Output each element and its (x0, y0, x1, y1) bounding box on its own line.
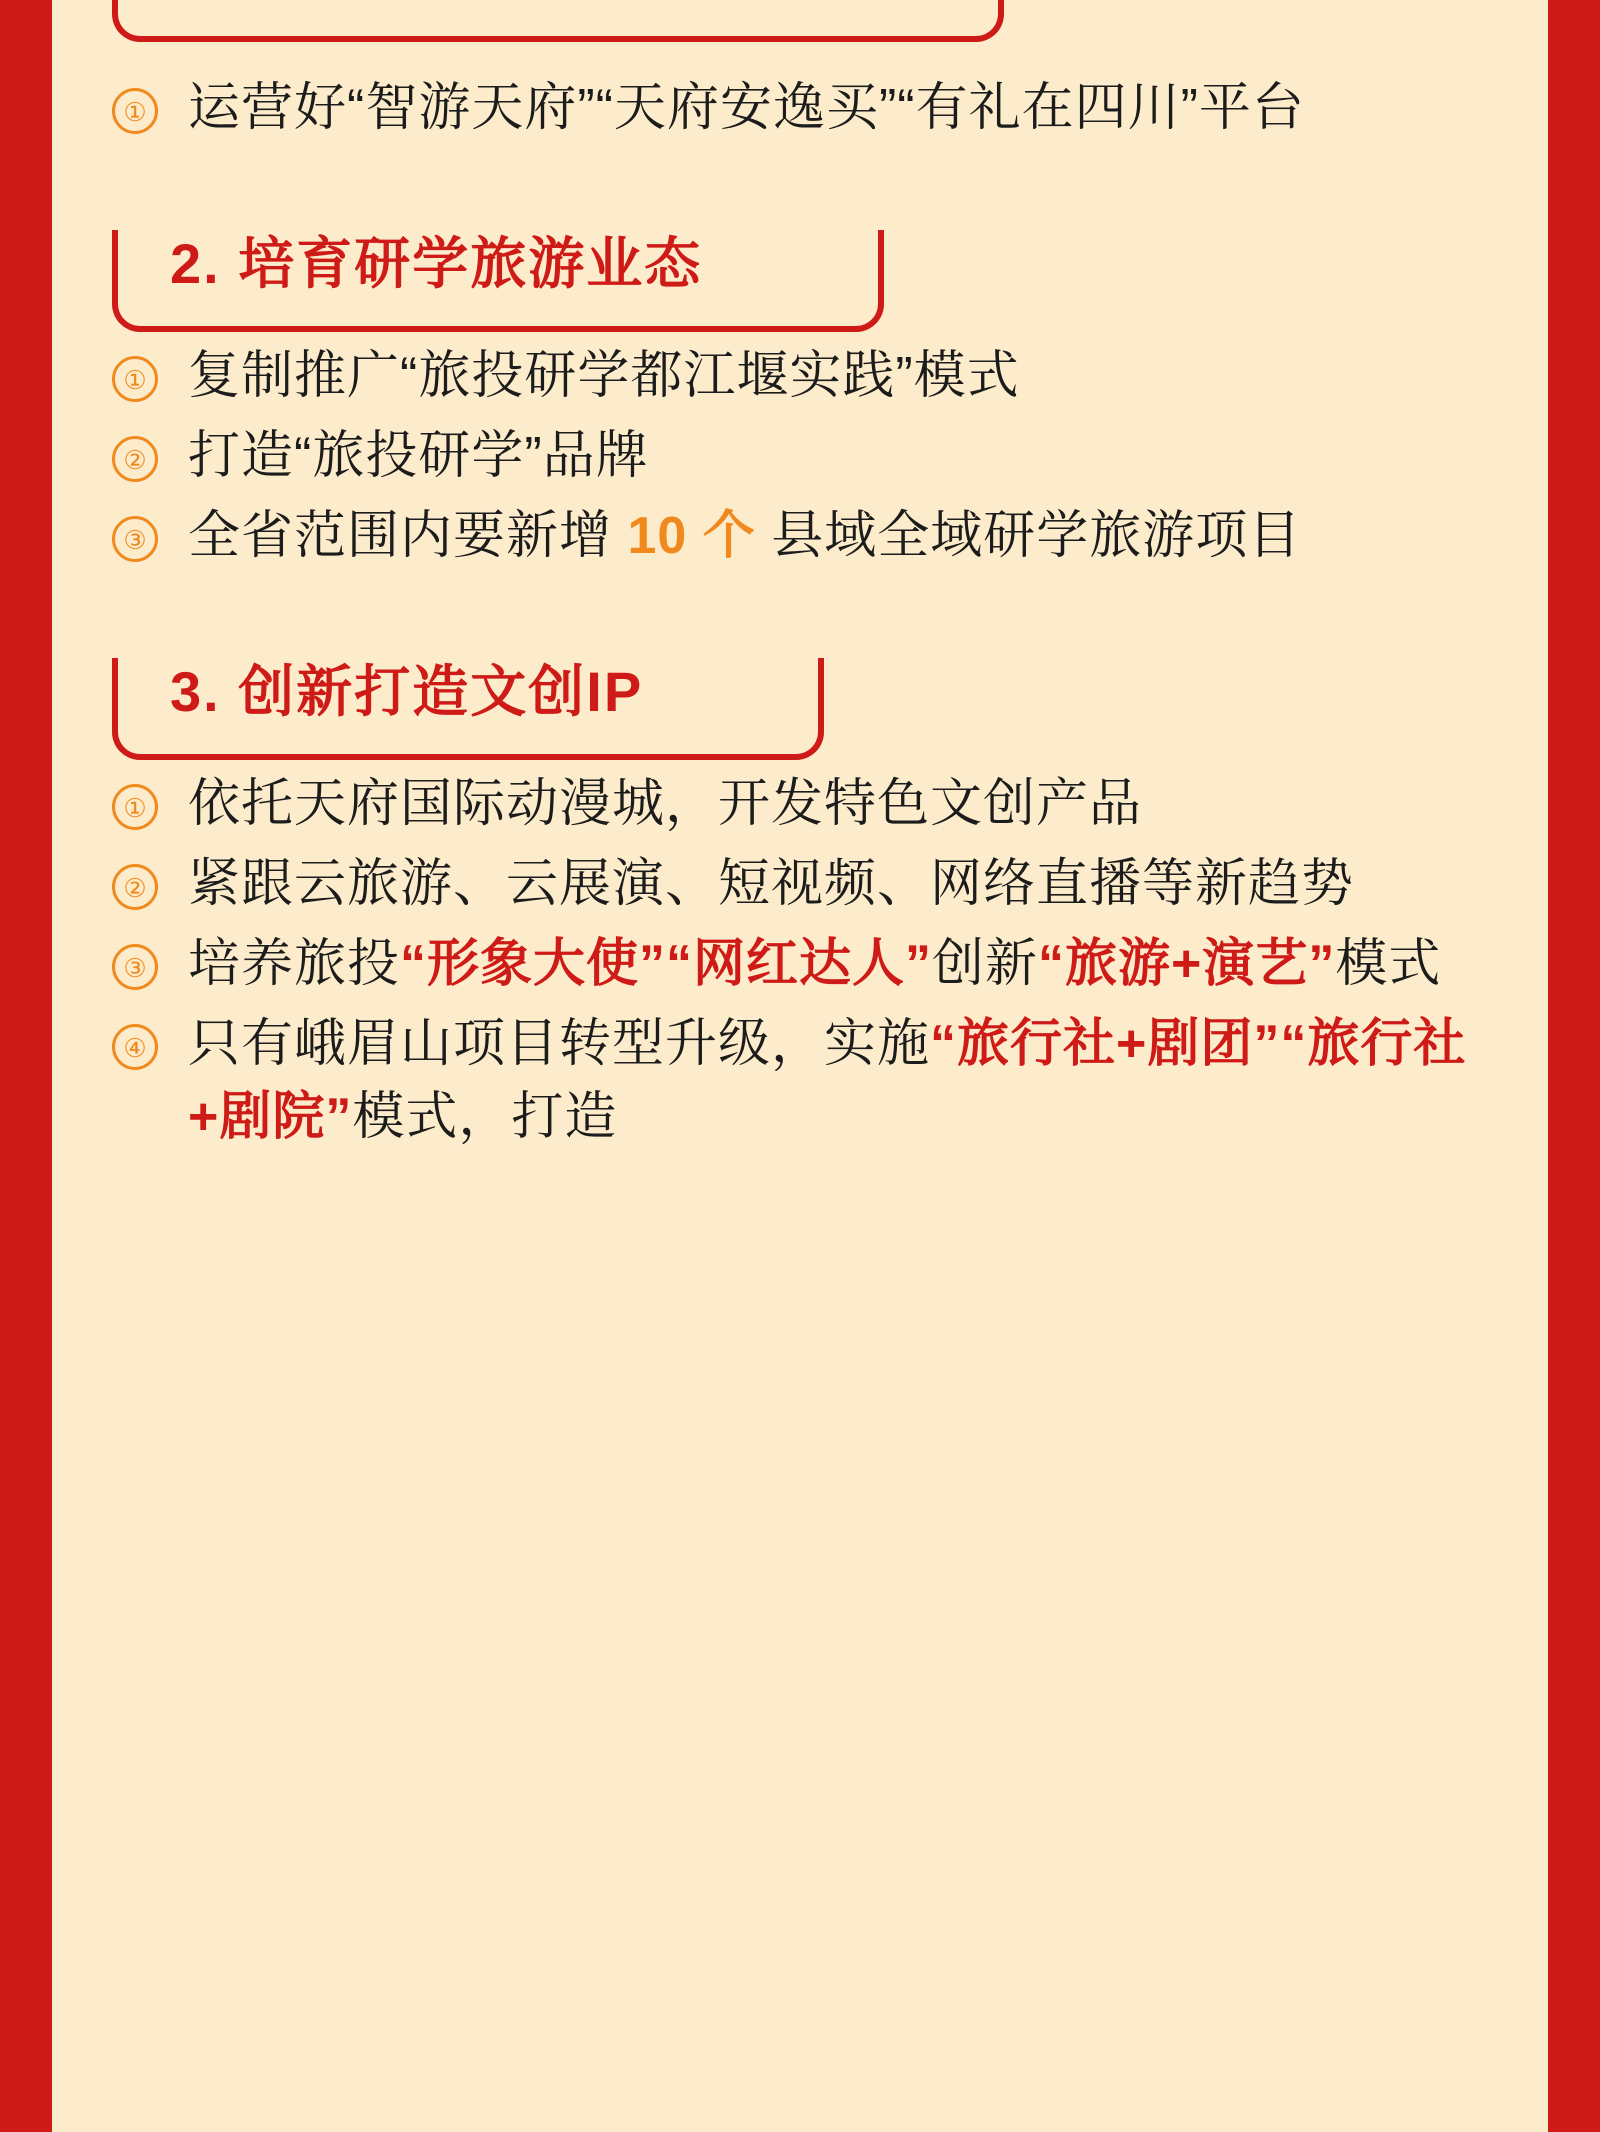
list-item (112, 768, 1488, 842)
section-3 (112, 652, 1488, 1156)
item-text-part: 只有峨眉山项目转型升级，实施 (188, 1014, 931, 1073)
item-number: ① (112, 356, 158, 402)
item-text-part: 模式 (1335, 934, 1442, 993)
item-number: ② (112, 864, 158, 910)
section-2-title: 2. 培育研学旅游业态 (170, 231, 703, 295)
item-text-part-highlight: “形象大使”“网红达人” (400, 934, 933, 993)
list-section-3 (112, 768, 1488, 1155)
item-number: ② (112, 436, 158, 482)
item-number: ③ (112, 516, 158, 562)
spacer-before-section-2 (112, 152, 1488, 224)
list-item (112, 848, 1488, 922)
item-text: 复制推广“旅投研学都江堰实践”模式 (188, 347, 1020, 406)
list-item (112, 72, 1488, 146)
spacer-before-section-3 (112, 580, 1488, 652)
item-text-part-highlight: “旅行社+剧团”“旅行社+剧院” (188, 1014, 1467, 1147)
item-number: ① (112, 88, 158, 134)
list-section-2 (112, 340, 1488, 573)
item-text: 紧跟云旅游、云展演、短视频、网络直播等新趋势 (188, 854, 1355, 913)
item-text: 运营好“智游天府”“天府安逸买”“有礼在四川”平台 (188, 79, 1305, 137)
item-text-prefix: 全省范围内要新增 (188, 506, 628, 565)
spacer-section-3 (112, 742, 1488, 768)
section-2 (112, 224, 1488, 574)
content-sheet (52, 0, 1548, 2132)
top-bracket-decoration (112, 0, 1004, 42)
section-2-heading (112, 224, 1488, 314)
item-text-part: 模式，打造 (352, 1088, 618, 1147)
section-3-heading (112, 652, 1488, 742)
list-item (112, 420, 1488, 494)
item-text (188, 928, 1488, 1002)
item-text-part-highlight: “旅游+演艺” (1038, 934, 1336, 993)
item-text-highlight: 10 个 (627, 506, 756, 565)
item-number: ④ (112, 1024, 158, 1070)
item-text (188, 500, 1488, 574)
item-text: 打造“旅投研学”品牌 (188, 427, 649, 486)
item-text (188, 1008, 1488, 1156)
list-item (112, 1008, 1488, 1156)
list-item (112, 340, 1488, 414)
spacer-section-2 (112, 314, 1488, 340)
item-number: ③ (112, 944, 158, 990)
item-number: ① (112, 784, 158, 830)
item-text-part: 培养旅投 (188, 934, 401, 993)
list-item (112, 500, 1488, 574)
list-section-top (112, 72, 1488, 146)
item-text-part: 创新 (932, 934, 1039, 993)
section-3-title: 3. 创新打造文创IP (170, 659, 644, 723)
item-text: 依托天府国际动漫城，开发特色文创产品 (188, 775, 1143, 834)
list-item (112, 928, 1488, 1002)
item-text-suffix: 县域全域研学旅游项目 (755, 506, 1302, 565)
